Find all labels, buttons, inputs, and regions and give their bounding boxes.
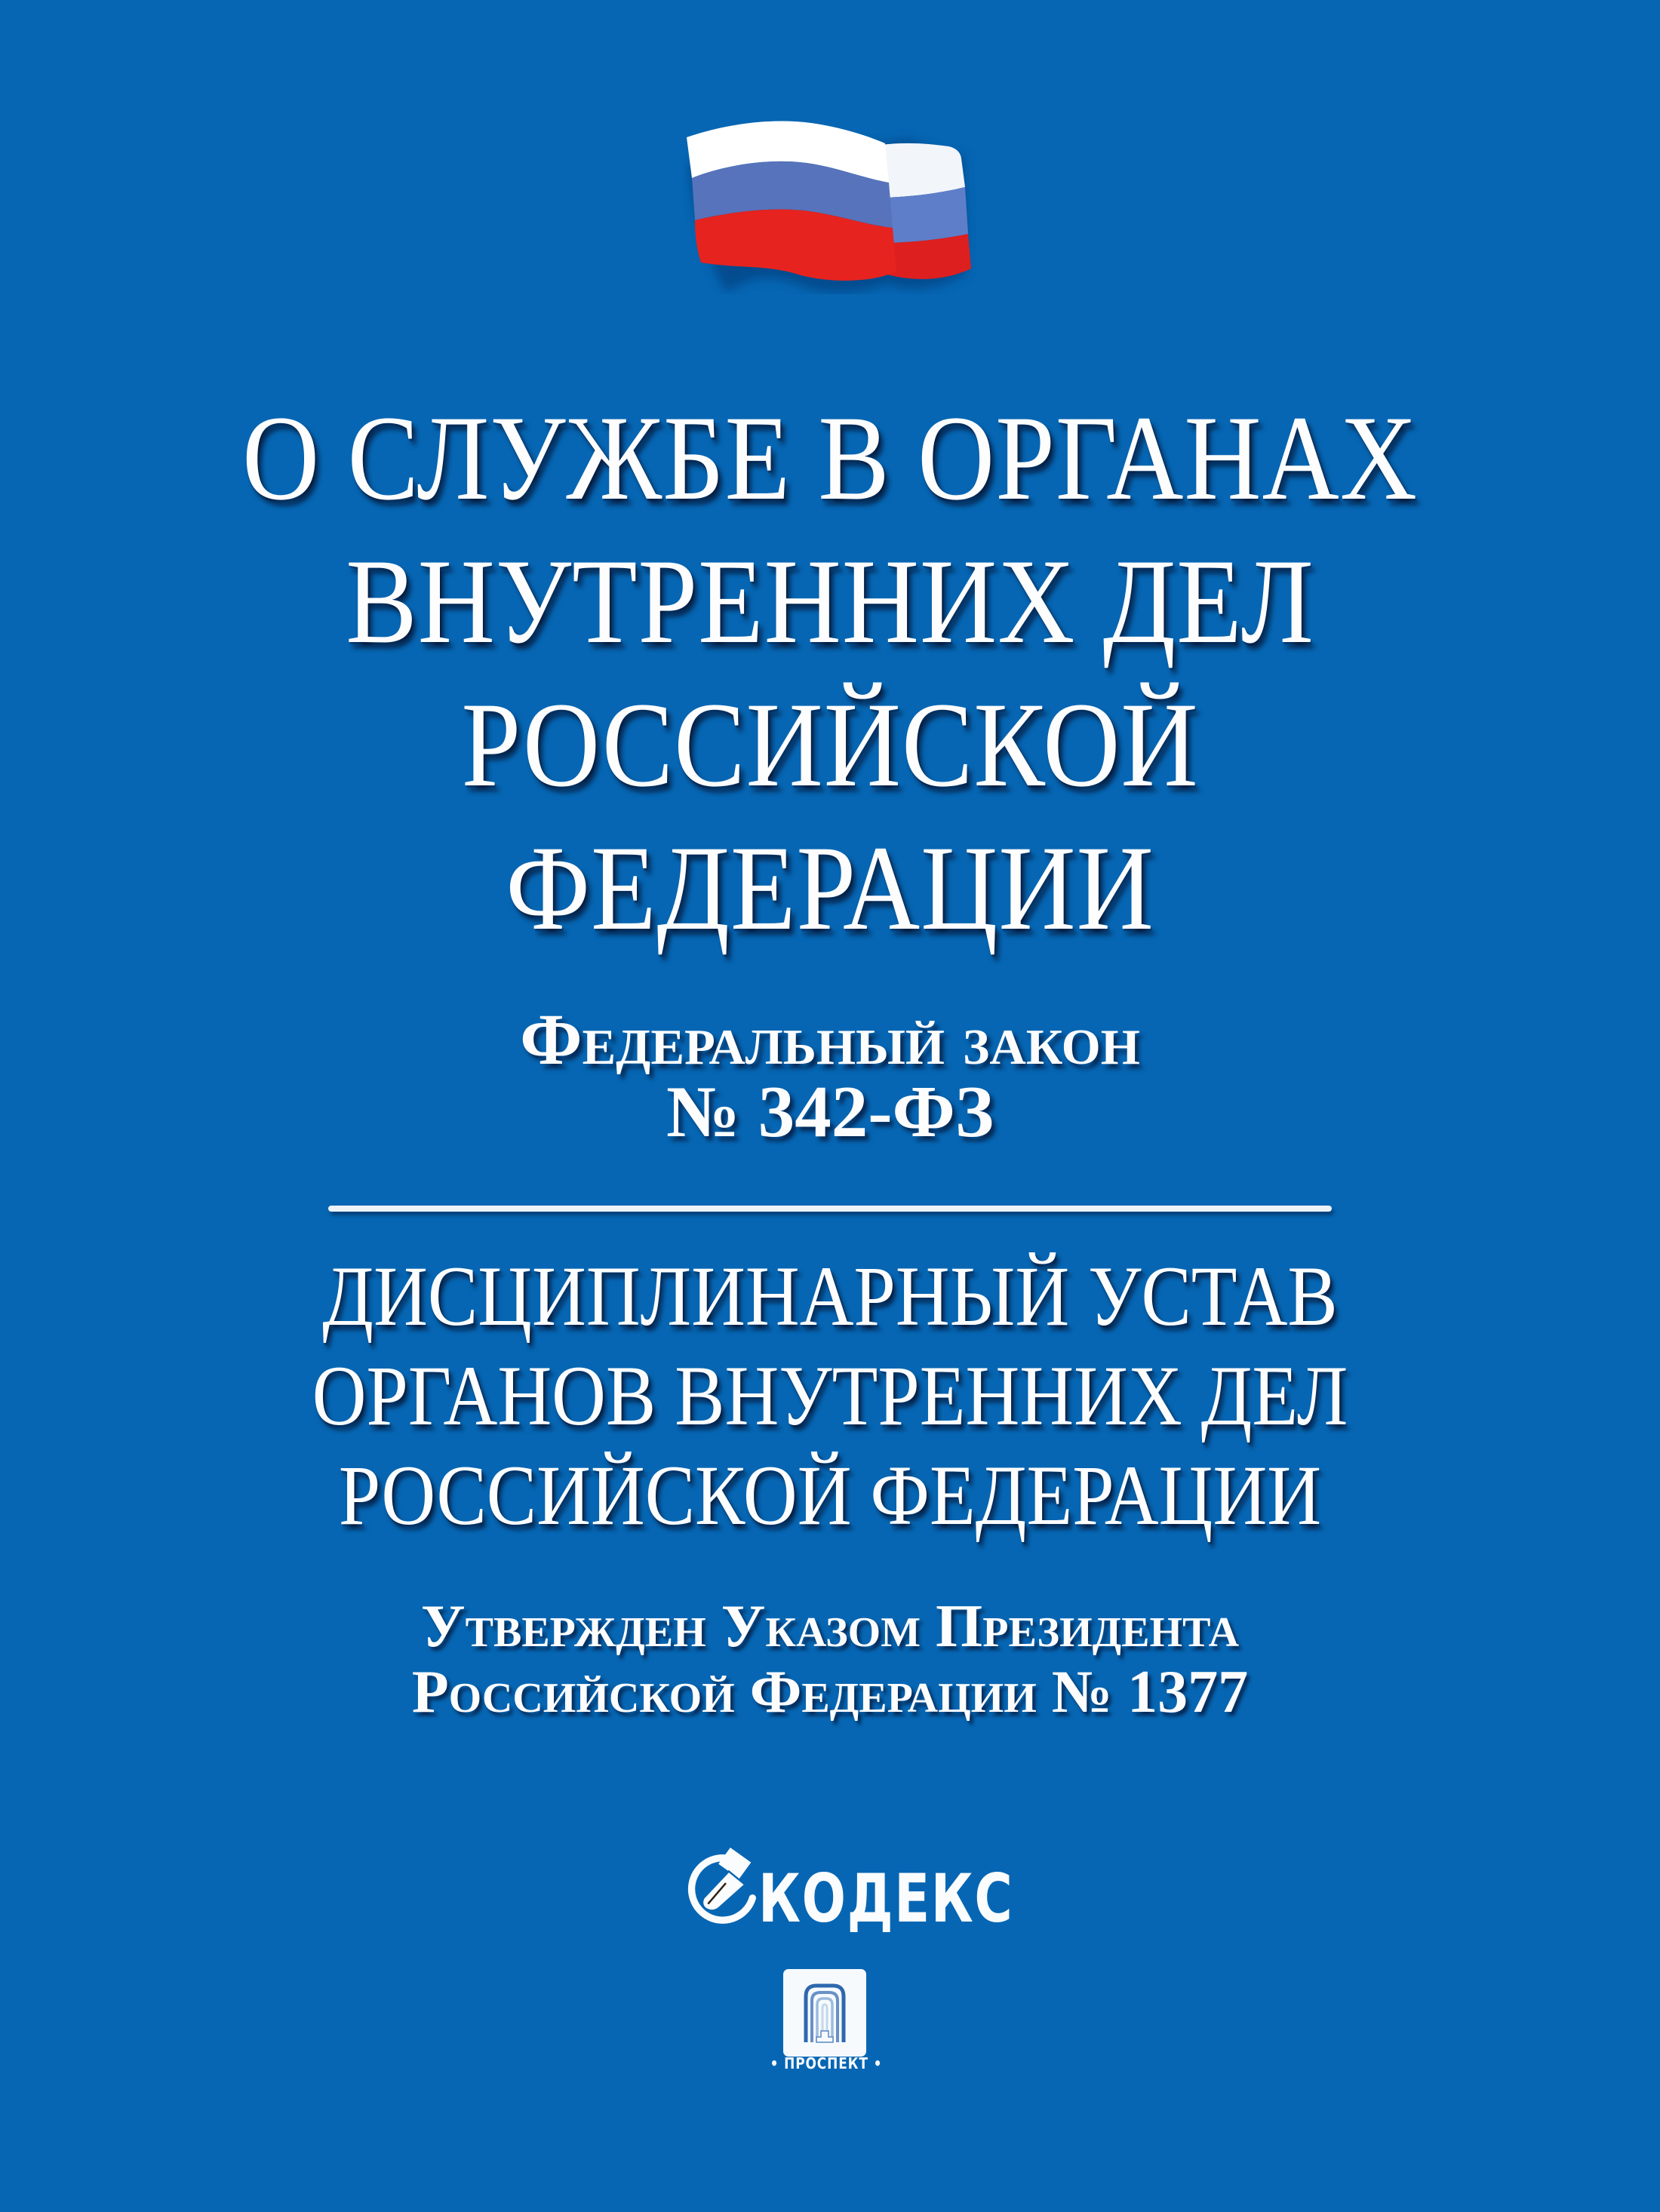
subtitle-line-2: ОРГАНОВ ВНУТРЕННИХ ДЕЛ xyxy=(312,1349,1348,1443)
subtitle-line-3: РОССИЙСКОЙ ФЕДЕРАЦИИ xyxy=(338,1449,1322,1543)
pen-nib-circle-icon xyxy=(683,1845,766,1930)
title-line-2: ВНУТРЕННИХ ДЕЛ xyxy=(346,533,1314,668)
kodeks-label: КОДЕКС xyxy=(758,1859,1014,1937)
russian-flag-icon xyxy=(683,113,977,294)
title-line-1: О СЛУЖБЕ В ОРГАНАХ xyxy=(241,390,1418,525)
title-line-4: ФЕДЕРАЦИИ xyxy=(506,820,1154,955)
title-line-3: РОССИЙСКОЙ xyxy=(461,677,1199,812)
divider-line xyxy=(328,1206,1332,1212)
law-type-label: Федеральный закон xyxy=(520,998,1140,1080)
decree-line-1: Утвержден Указом Президента xyxy=(420,1593,1240,1660)
subtitle xyxy=(0,1247,1660,1546)
book-title xyxy=(0,386,1660,960)
decree-line-2: Российской Федерации № 1377 xyxy=(411,1659,1249,1725)
decree-note xyxy=(0,1594,1660,1725)
prospekt-label: • ПРОСПЕКТ • xyxy=(770,2054,883,2072)
law-number-label: № 342-ФЗ xyxy=(666,1071,994,1152)
subtitle-line-1: ДИСЦИПЛИНАРНЫЙ УСТАВ xyxy=(322,1249,1338,1344)
kodeks-logo xyxy=(683,1845,1014,1937)
arch-gate-icon xyxy=(783,1969,866,2057)
